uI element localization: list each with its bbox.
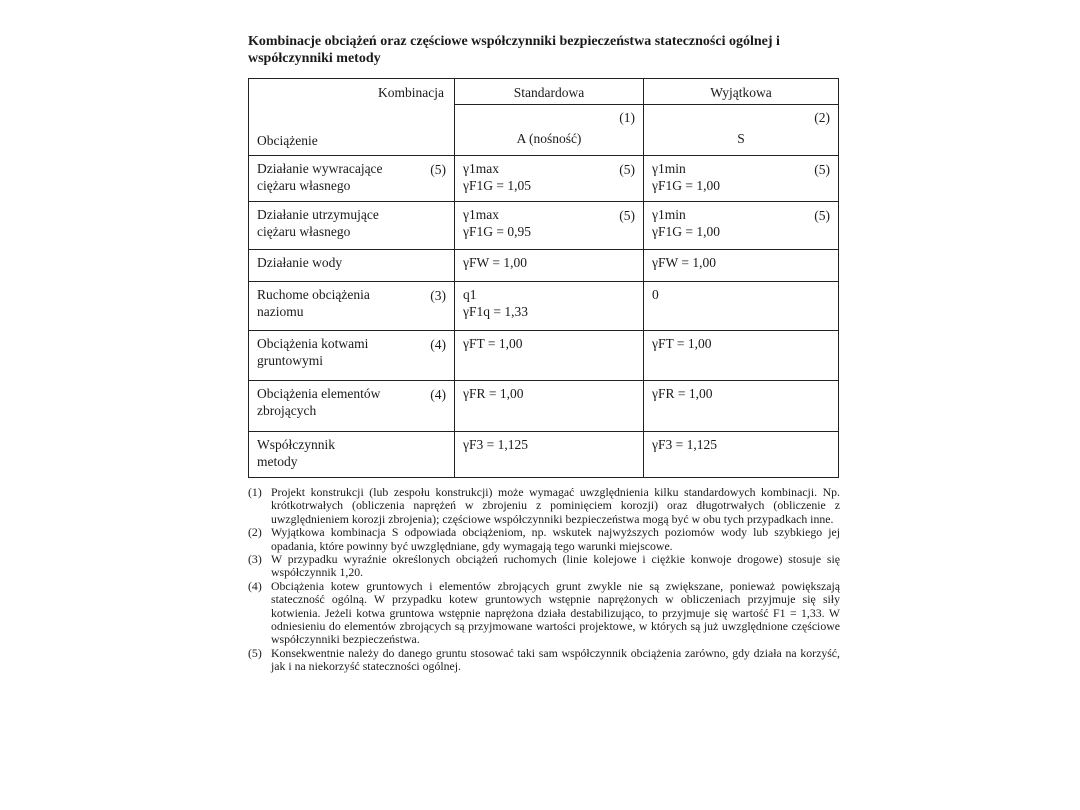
load-label: Działanie utrzymujące ciężaru własnego: [257, 207, 379, 239]
exceptional-value-cell: [644, 250, 839, 282]
standard-value-cell: [455, 381, 644, 432]
load-label: Współczynnik metody: [257, 437, 335, 469]
load-header: Obciążenie: [257, 133, 318, 148]
footnote-item: [248, 486, 840, 526]
standard-value-cell: [455, 250, 644, 282]
standard-subheader-cell: [455, 105, 644, 156]
value-line: γ1min: [652, 207, 686, 222]
footnote-ref: (4): [430, 337, 446, 352]
load-label-cell: [249, 381, 455, 432]
load-label-cell: [249, 432, 455, 478]
value-line: γFW = 1,00: [463, 255, 527, 270]
footnote-text: Wyjątkowa kombinacja S odpowiada obciążeniom, np. wskutek najwyższych poziomów wody lub szybkiego jej opadania, które powinny być uwzględniane, gdy wymagają tego warunki miejscowe.: [271, 525, 840, 553]
load-label-cell: [249, 250, 455, 282]
table-row: [249, 381, 839, 432]
exceptional-value-cell: [644, 381, 839, 432]
table-row: [249, 156, 839, 202]
footnote-ref: (5): [814, 208, 830, 223]
value-line: γF1G = 1,00: [652, 224, 720, 239]
exceptional-value-cell: [644, 202, 839, 250]
exceptional-header-cell: [644, 79, 839, 105]
footnote-ref: (4): [430, 387, 446, 402]
value-line: γ1max: [463, 207, 499, 222]
footnote-text: W przypadku wyraźnie określonych obciążeń ruchomych (linie kolejowe i ciężkie konwoje drogowe) stosuje się współczynnik 1,20.: [271, 552, 840, 580]
footnote-ref: (2): [814, 110, 830, 125]
table-title: Kombinacje obciążeń oraz częściowe współczynniki bezpieczeństwa stateczności ogólnej i współczynniki metody: [248, 34, 780, 66]
exceptional-subheader: S: [737, 131, 745, 146]
footnote-text: Obciążenia kotew gruntowych i elementów zbrojących grunt zwykle nie są zwiększane, ponieważ powiększają stateczność ogólną. W przypadku kotew gruntowych wstępnie naprężonych w obliczeniach przyjmuje się siły kotwienia. Jeżeli kotwa gruntowa wstępnie naprężona działa destabilizująco, to przyjmuje się wartość F1 = 1,33. W odniesieniu do elementów zbrojących są przyjmowane wartości projektowe, w których są już uwzględnione częściowe współczynniki bezpieczeństwa.: [271, 578, 840, 647]
value-line: 0: [652, 287, 659, 302]
value-line: γFR = 1,00: [463, 386, 524, 401]
exceptional-value-cell: [644, 282, 839, 331]
standard-subheader: A (nośność): [516, 131, 582, 146]
footnote-ref: (5): [619, 162, 635, 177]
value-line: γF3 = 1,125: [463, 437, 528, 452]
footnote-text: Projekt konstrukcji (lub zespołu konstrukcji) może wymagać uwzględnienia kilku standardowych kombinacji. Np. krótkotrwałych (obliczenia naprężeń w zbrojeniu z pominięciem korozji) oraz długotrwałych (obliczenie z uwzględnieniem korozji zbrojenia); częściowe współczynniki bezpieczeństwa mogą być w obu tych przypadkach inne.: [271, 485, 840, 526]
exceptional-value-cell: [644, 156, 839, 202]
table-row: [249, 432, 839, 478]
value-line: γFW = 1,00: [652, 255, 716, 270]
load-label-cell: [249, 202, 455, 250]
value-line: q1: [463, 287, 477, 302]
table-row: [249, 331, 839, 381]
footnote-number: (3): [248, 552, 262, 567]
standard-header-cell: [455, 79, 644, 105]
footnote-ref: (5): [814, 162, 830, 177]
footnote-text: Konsekwentnie należy do danego gruntu stosować taki sam współczynnik obciążenia zarówno, gdy działa na korzyść, jak i na niekorzyść stateczności ogólnej.: [271, 645, 840, 674]
value-line: γ1max: [463, 161, 499, 176]
value-line: γFT = 1,00: [652, 336, 712, 351]
header-row-1: [249, 79, 839, 105]
table-row: [249, 250, 839, 282]
footnote-item: [248, 580, 840, 647]
footnote-item: [248, 526, 840, 553]
value-line: γF1G = 0,95: [463, 224, 531, 239]
value-line: γ1min: [652, 161, 686, 176]
value-line: γF1q = 1,33: [463, 304, 528, 319]
combination-header: Kombinacja: [378, 85, 444, 100]
load-label: Działanie wody: [257, 255, 343, 270]
standard-value-cell: [455, 282, 644, 331]
standard-value-cell: [455, 432, 644, 478]
exceptional-value-cell: [644, 331, 839, 381]
footnote-ref: (5): [430, 162, 446, 177]
load-label: Ruchome obciążenia naziomu: [257, 287, 370, 319]
corner-header-cell: [249, 79, 455, 156]
footnote-number: (4): [248, 578, 262, 593]
load-label-cell: [249, 331, 455, 381]
footnote-number: (2): [248, 525, 262, 540]
exceptional-value-cell: [644, 432, 839, 478]
load-label-cell: [249, 156, 455, 202]
load-label-cell: [249, 282, 455, 331]
table-row: [249, 202, 839, 250]
footnote-ref: (5): [619, 208, 635, 223]
standard-header: Standardowa: [513, 85, 585, 100]
value-line: γF1G = 1,00: [652, 178, 720, 193]
value-line: γF1G = 1,05: [463, 178, 531, 193]
footnote-ref: (1): [619, 110, 635, 125]
footnote-item: [248, 647, 840, 674]
footnote-item: [248, 553, 840, 580]
value-line: γFT = 1,00: [463, 336, 523, 351]
footnote-number: (1): [248, 485, 262, 499]
standard-value-cell: [455, 156, 644, 202]
table-row: [249, 282, 839, 331]
exceptional-header: Wyjątkowa: [710, 85, 772, 100]
value-line: γFR = 1,00: [652, 386, 713, 401]
load-label: Obciążenia elementów zbrojących: [257, 386, 381, 418]
standard-value-cell: [455, 202, 644, 250]
footnotes: [248, 486, 840, 674]
standard-value-cell: [455, 331, 644, 381]
value-line: γF3 = 1,125: [652, 437, 717, 452]
exceptional-subheader-cell: [644, 105, 839, 156]
load-combination-table: [248, 78, 839, 478]
footnote-ref: (3): [430, 288, 446, 303]
footnote-number: (5): [248, 645, 262, 660]
load-label: Obciążenia kotwami gruntowymi: [257, 336, 369, 368]
load-label: Działanie wywracające ciężaru własnego: [257, 161, 383, 193]
